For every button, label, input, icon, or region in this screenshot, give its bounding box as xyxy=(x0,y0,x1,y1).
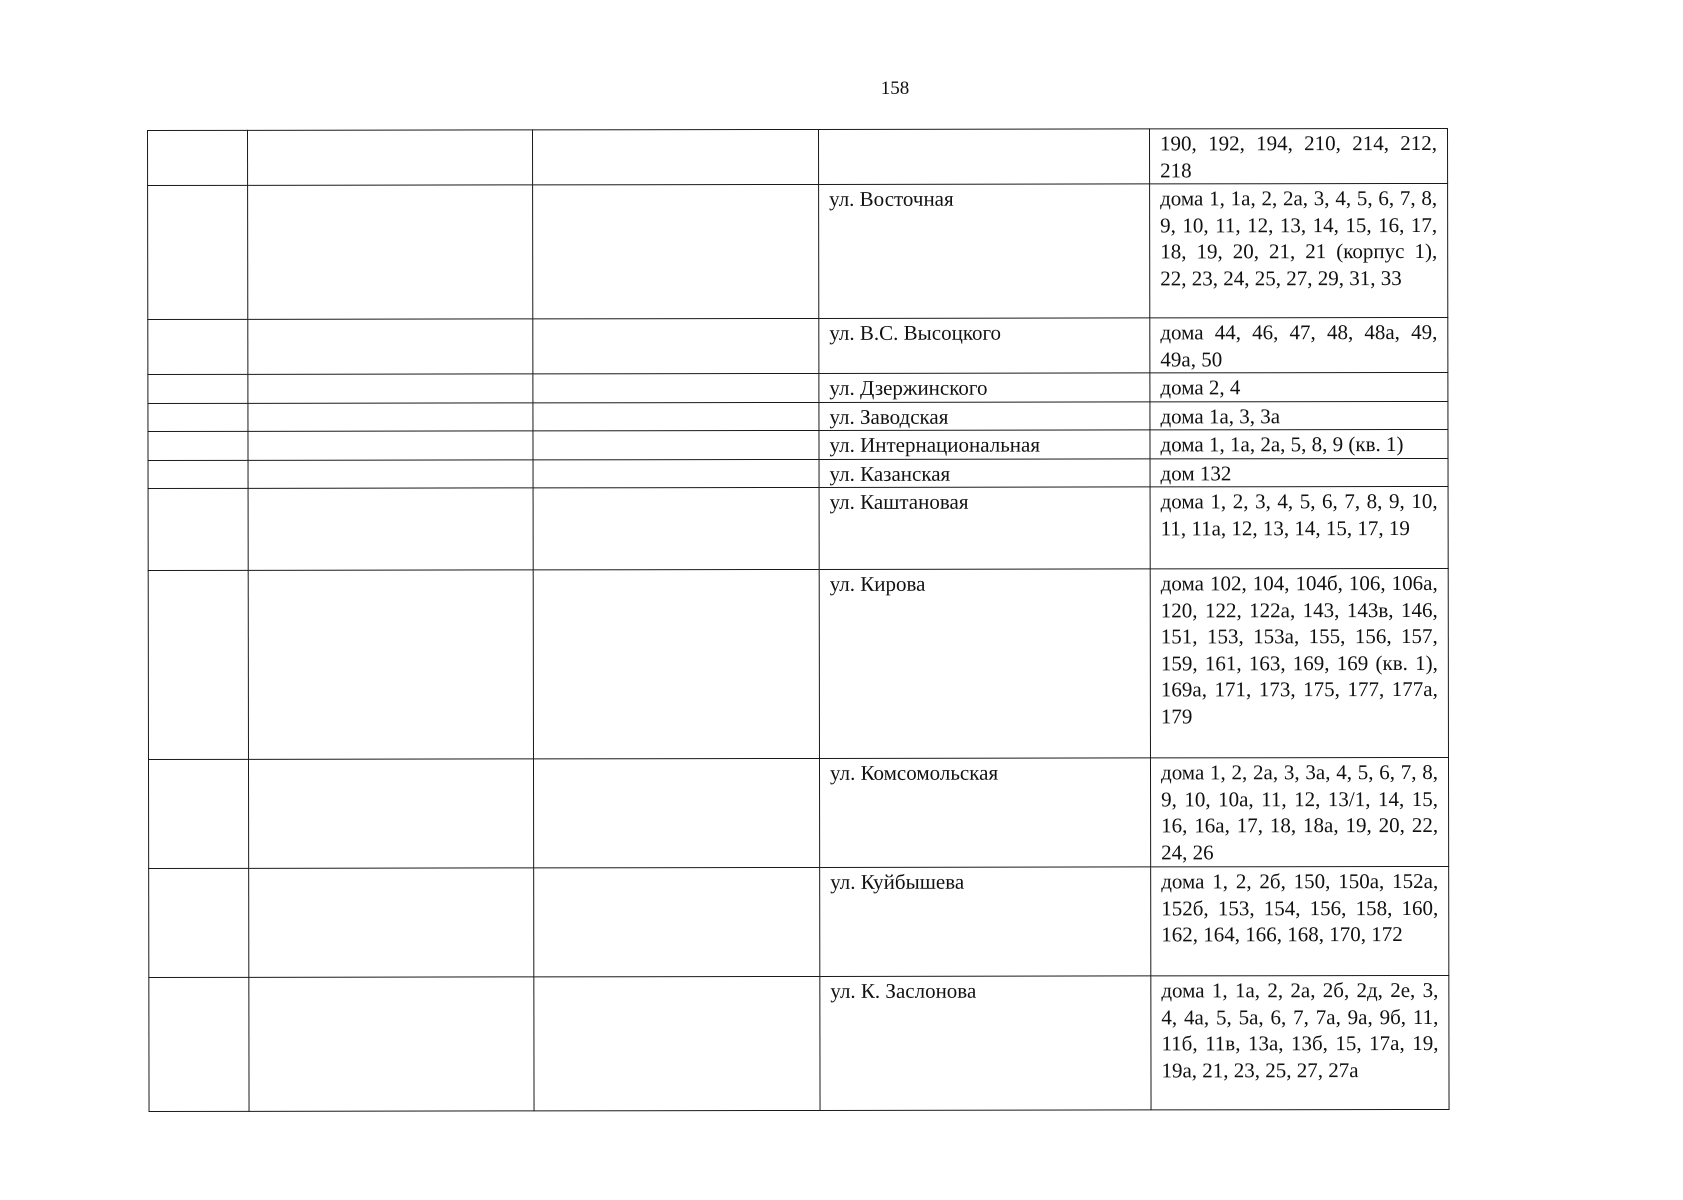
houses-cell: дома 1, 1а, 2, 2а, 2б, 2д, 2е, 3, 4, 4а, 5, 5а, 6, 7, 7а, 9а, 9б, 11, 11б, 11в, 13а, 13б, 15, 17а, 19, 19а, 21, 23, 25, 27, 27а xyxy=(1151,975,1449,1109)
settlement-cell xyxy=(248,402,533,431)
index-cell xyxy=(148,431,248,460)
houses-cell: 190, 192, 194, 210, 214, 212, 218 xyxy=(1149,128,1447,183)
index-cell xyxy=(148,570,248,759)
index-cell xyxy=(148,759,248,868)
settlement-cell xyxy=(249,977,534,1111)
settlement-cell xyxy=(248,130,533,185)
district-cell xyxy=(533,459,819,488)
street-cell: ул. Заводская xyxy=(819,401,1150,430)
street-cell: ул. Дзержинского xyxy=(819,373,1150,402)
street-cell: ул. Казанская xyxy=(819,458,1150,487)
index-cell xyxy=(149,977,249,1111)
table-row xyxy=(148,128,1448,185)
houses-cell: дома 102, 104, 104б, 106, 106а, 120, 122, 122а, 143, 143в, 146, 151, 153, 153а, 155, 156, 157, 159, 161, 163, 169, 169 (кв. 1), 169а, 171, 173, 175, 177, 177а, 179 xyxy=(1150,568,1448,757)
settlement-cell xyxy=(248,431,533,460)
table-row xyxy=(148,372,1448,403)
district-cell xyxy=(533,184,819,318)
table-row xyxy=(148,401,1448,432)
district-cell xyxy=(533,487,819,569)
street-cell: ул. Комсомольская xyxy=(819,758,1150,868)
index-cell xyxy=(148,488,248,570)
street-cell: ул. К. Заслонова xyxy=(820,976,1151,1111)
houses-cell: дома 1а, 3, 3а xyxy=(1150,401,1448,430)
houses-cell: дома 1, 2, 2а, 3, 3а, 4, 5, 6, 7, 8, 9, 10, 10а, 11, 12, 13/1, 14, 15, 16, 16а, 17, 18, 18а, 19, 20, 22, 24, 26 xyxy=(1150,757,1448,866)
street-cell: ул. Куйбышева xyxy=(820,867,1151,977)
district-cell xyxy=(533,318,819,373)
houses-cell: дома 1, 1а, 2а, 5, 8, 9 (кв. 1) xyxy=(1150,429,1448,458)
settlement-cell xyxy=(248,488,533,570)
houses-cell: дома 1, 2, 2б, 150, 150а, 152а, 152б, 153, 154, 156, 158, 160, 162, 164, 166, 168, 170, 172 xyxy=(1151,866,1449,975)
houses-cell: дома 1, 1а, 2, 2а, 3, 4, 5, 6, 7, 8, 9, 10, 11, 12, 13, 14, 15, 16, 17, 18, 19, 20, 21, 21 (корпус 1), 22, 23, 24, 25, 27, 29, 31, 33 xyxy=(1150,183,1448,317)
houses-cell: дом 132 xyxy=(1150,458,1448,487)
index-cell xyxy=(148,130,248,185)
table-row xyxy=(148,317,1448,374)
table-row xyxy=(148,486,1448,570)
table-row xyxy=(148,568,1448,759)
houses-cell: дома 44, 46, 47, 48, 48а, 49, 49а, 50 xyxy=(1150,317,1448,372)
index-cell xyxy=(148,460,248,489)
street-cell xyxy=(818,129,1149,185)
settlement-cell xyxy=(248,319,533,374)
houses-cell: дома 2, 4 xyxy=(1150,372,1448,401)
index-cell xyxy=(148,185,248,319)
street-cell: ул. В.С. Высоцкого xyxy=(819,318,1150,374)
street-cell: ул. Каштановая xyxy=(819,487,1150,570)
settlement-cell xyxy=(248,185,533,319)
district-cell xyxy=(533,758,819,867)
settlement-cell xyxy=(248,759,533,868)
settlement-cell xyxy=(248,570,533,759)
street-cell: ул. Интернациональная xyxy=(819,430,1150,459)
settlement-cell xyxy=(249,868,534,977)
table-row xyxy=(148,183,1448,319)
table-row xyxy=(149,975,1449,1111)
index-cell xyxy=(148,403,248,432)
district-cell xyxy=(533,129,819,184)
district-cell xyxy=(534,976,820,1110)
district-cell xyxy=(533,430,819,459)
index-cell xyxy=(148,374,248,403)
street-cell: ул. Кирова xyxy=(819,569,1150,759)
district-cell xyxy=(533,373,819,402)
houses-cell: дома 1, 2, 3, 4, 5, 6, 7, 8, 9, 10, 11, 11а, 12, 13, 14, 15, 17, 19 xyxy=(1150,486,1448,568)
table-row xyxy=(149,866,1449,977)
index-cell xyxy=(148,319,248,374)
street-cell: ул. Восточная xyxy=(819,184,1150,319)
index-cell xyxy=(149,868,249,977)
settlement-cell xyxy=(248,459,533,488)
district-cell xyxy=(533,402,819,431)
address-table xyxy=(147,128,1450,1112)
page-number: 158 xyxy=(880,78,910,99)
district-cell xyxy=(534,867,820,976)
table-row xyxy=(148,757,1448,868)
table-row xyxy=(148,458,1448,489)
settlement-cell xyxy=(248,374,533,403)
table-row xyxy=(148,429,1448,460)
district-cell xyxy=(533,569,819,758)
